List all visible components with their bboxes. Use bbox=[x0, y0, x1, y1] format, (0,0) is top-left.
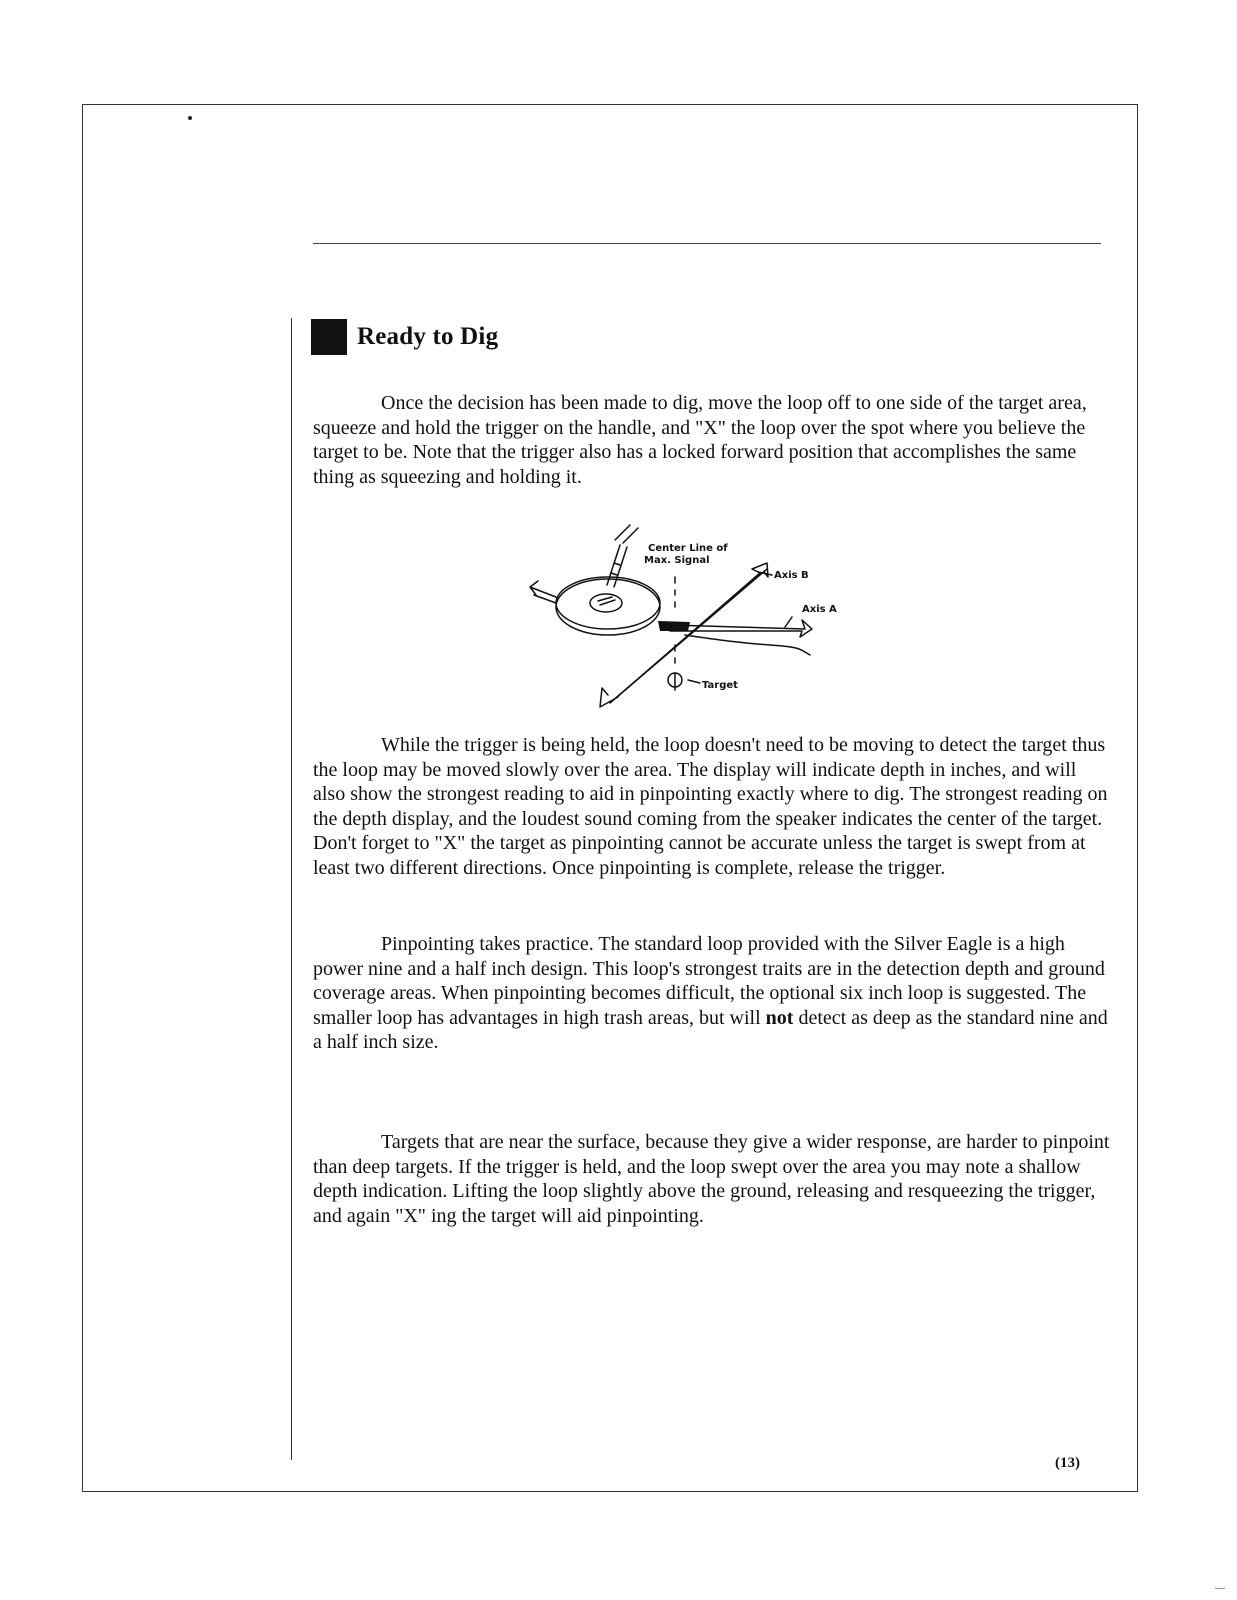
paragraph-3 bbox=[313, 932, 1113, 1055]
paragraph-2 bbox=[313, 733, 1113, 880]
paragraph-3-text-after: detect as deep as the standard nine and a half inch size. bbox=[313, 1006, 1108, 1053]
paragraph-1 bbox=[313, 391, 1113, 489]
section-heading bbox=[311, 318, 498, 356]
paragraph-1-text: Once the decision has been made to dig, move the loop off to one side of the target area, squeeze and hold the trigger on the handle, and "X" the loop over the spot where you believe the target to be. Note that the trigger also has a locked forward position that accomplishes the same thing as squeezing and holding it. bbox=[313, 392, 1087, 488]
label-axis-b: Axis B bbox=[774, 570, 809, 581]
margin-rule bbox=[291, 318, 292, 1460]
paragraph-2-text: While the trigger is being held, the loop doesn't need to be moving to detect the target thus the loop may be moved slowly over the area. The display will indicate depth in inches, and will also show the strongest reading to aid in pinpointing exactly where to dig. The strongest reading on the depth display, and the loudest sound coming from the speaker indicates the center of the target. Don't forget to "X" the target as pinpointing cannot be accurate unless the target is swept from at least two different directions. Once pinpointing is complete, release the trigger. bbox=[313, 734, 1108, 879]
heading-marker bbox=[311, 319, 347, 355]
label-axis-a: Axis A bbox=[802, 604, 837, 615]
scan-speck bbox=[188, 116, 192, 120]
label-center-line-2: Max. Signal bbox=[644, 555, 710, 566]
scan-edge-mark bbox=[1215, 1588, 1225, 1589]
page-number: (13) bbox=[1055, 1455, 1080, 1471]
label-center-line-1: Center Line of bbox=[648, 543, 728, 554]
pinpoint-diagram bbox=[520, 525, 870, 725]
label-target: Target bbox=[702, 680, 738, 691]
paragraph-4-text: Targets that are near the surface, because they give a wider response, are harder to pinpoint than deep targets. If the trigger is held, and the loop swept over the area you may note a shallow depth indication. Lifting the loop slightly above the ground, releasing and resqueezing the trigger, and again "X" ing the target will aid pinpointing. bbox=[313, 1131, 1110, 1227]
paragraph-3-emphasis: not bbox=[765, 1006, 794, 1029]
header-rule bbox=[313, 243, 1101, 244]
section-title: Ready to Dig bbox=[357, 323, 499, 350]
paragraph-3-text-before: Pinpointing takes practice. The standard loop provided with the Silver Eagle is a high power nine and a half inch design. This loop's strongest traits are in the detection depth and ground coverage areas. When pinpointing becomes difficult, the optional six inch loop is suggested. The smaller loop has advantages in high trash areas, but will bbox=[313, 933, 1105, 1029]
paragraph-4 bbox=[313, 1130, 1113, 1228]
